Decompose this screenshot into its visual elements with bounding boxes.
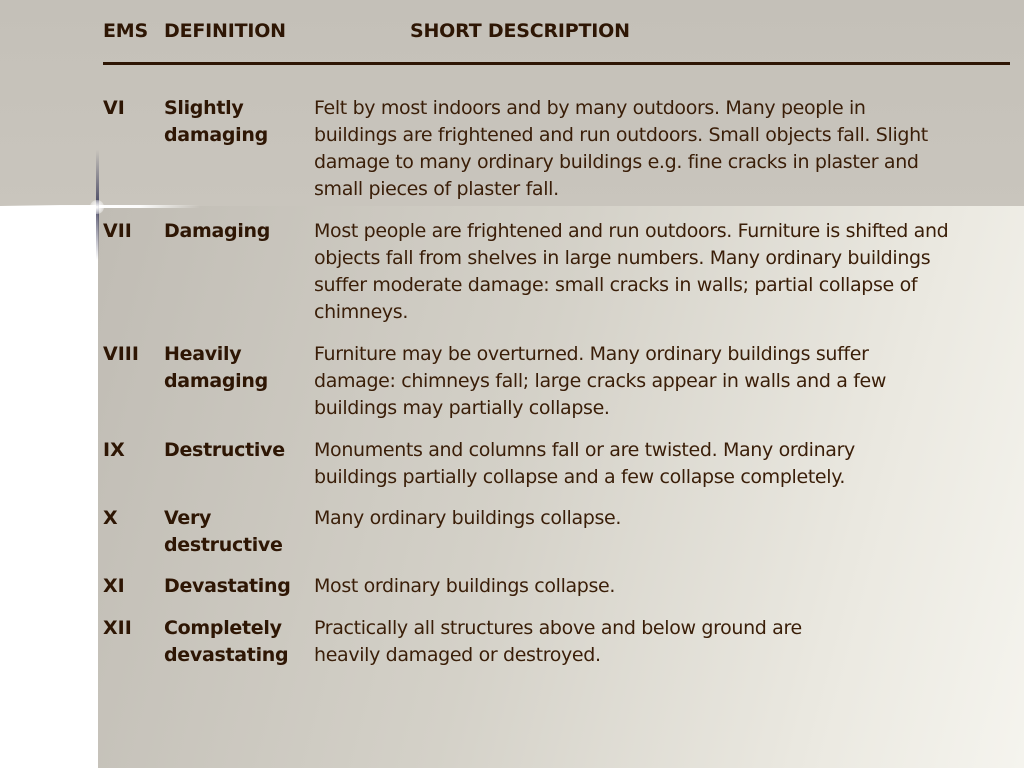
row-definition [164, 341, 309, 395]
row-description [314, 437, 1019, 491]
row-description [314, 95, 1019, 203]
row-code: VI [103, 97, 125, 119]
definition-line: devastating [164, 644, 289, 666]
row-definition [164, 218, 309, 245]
definition-line: Heavily [164, 343, 242, 365]
header-short-description: SHORT DESCRIPTION [410, 20, 630, 42]
description-line: Furniture may be overturned. Many ordinary buildings suffer [314, 343, 869, 365]
description-line: objects fall from shelves in large numbers. Many ordinary buildings [314, 247, 931, 269]
row-code: IX [103, 439, 125, 461]
row-definition [164, 505, 309, 559]
row-definition [164, 437, 309, 464]
definition-line: damaging [164, 370, 268, 392]
row-definition [164, 615, 309, 669]
description-line: Monuments and columns fall or are twisted. Many ordinary [314, 439, 855, 461]
definition-line: Devastating [164, 575, 291, 597]
header-ems: EMS [103, 20, 148, 42]
description-line: damage: chimneys fall; large cracks appear in walls and a few [314, 370, 887, 392]
description-line: Most people are frightened and run outdoors. Furniture is shifted and [314, 220, 949, 242]
row-description [314, 505, 1019, 532]
description-line: chimneys. [314, 301, 409, 323]
definition-line: Damaging [164, 220, 271, 242]
row-code: XII [103, 617, 132, 639]
row-description [314, 615, 1019, 669]
row-definition [164, 95, 309, 149]
description-line: Practically all structures above and below ground are [314, 617, 802, 639]
definition-line: Completely [164, 617, 282, 639]
description-line: Felt by most indoors and by many outdoors. Many people in [314, 97, 866, 119]
definition-line: destructive [164, 534, 283, 556]
description-line: buildings partially collapse and a few collapse completely. [314, 466, 846, 488]
row-code: VII [103, 220, 132, 242]
description-line: suffer moderate damage: small cracks in walls; partial collapse of [314, 274, 918, 296]
description-line: heavily damaged or destroyed. [314, 644, 601, 666]
description-line: Most ordinary buildings collapse. [314, 575, 616, 597]
row-description [314, 573, 1019, 600]
row-code: X [103, 507, 118, 529]
row-code: VIII [103, 343, 139, 365]
description-line: buildings may partially collapse. [314, 397, 610, 419]
definition-line: Destructive [164, 439, 285, 461]
row-description [314, 341, 1019, 422]
definition-line: Very [164, 507, 212, 529]
description-line: Many ordinary buildings collapse. [314, 507, 622, 529]
description-line: damage to many ordinary buildings e.g. fine cracks in plaster and [314, 151, 919, 173]
description-line: small pieces of plaster fall. [314, 178, 559, 200]
row-description [314, 218, 1019, 326]
description-line: buildings are frightened and run outdoors. Small objects fall. Slight [314, 124, 928, 146]
header-underline [103, 62, 1010, 65]
header-definition: DEFINITION [164, 20, 286, 42]
row-definition [164, 573, 309, 600]
definition-line: damaging [164, 124, 268, 146]
row-code: XI [103, 575, 125, 597]
definition-line: Slightly [164, 97, 244, 119]
